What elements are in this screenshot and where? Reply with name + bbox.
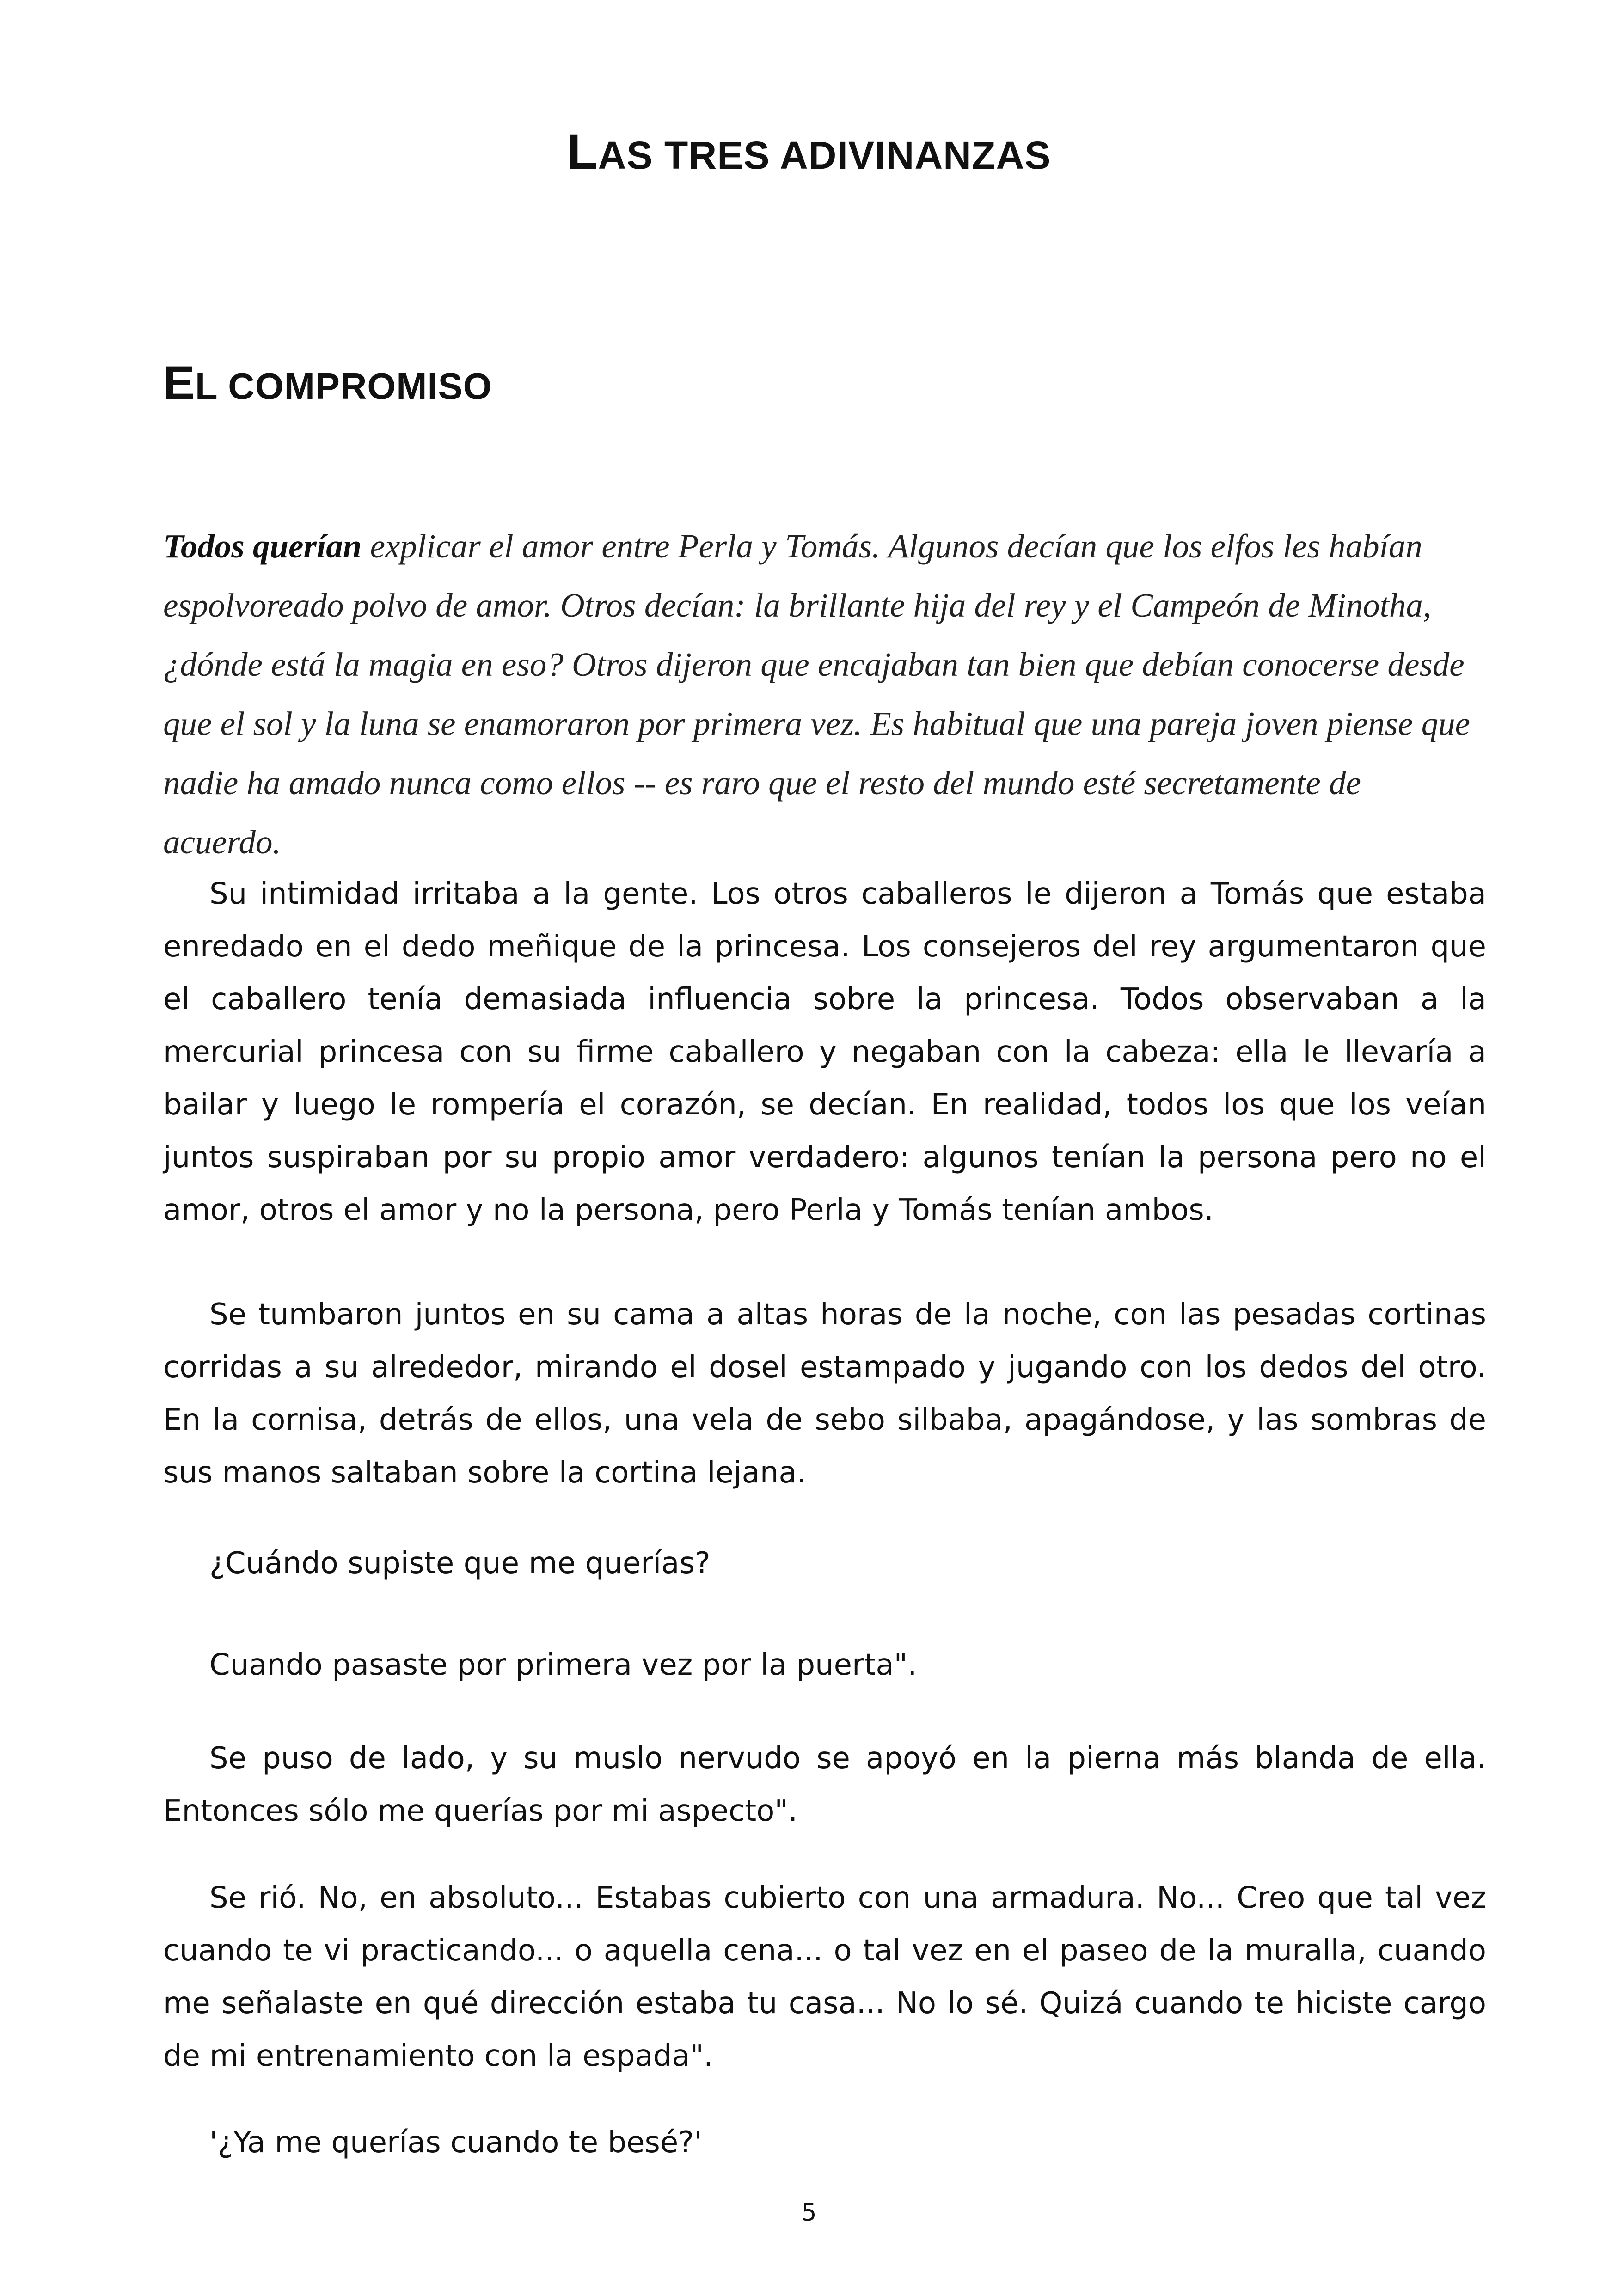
intro-text: explicar el amor entre Perla y Tomás. Algunos decían que los elfos les habían espolvoreado polvo de amor. Otros decían: la brillante hija del rey y el Campeón de Minotha, ¿dónde está la magia en eso? Otros dijeron que encajaban tan bien que debían conocerse desde que el sol y la luna se enamoraron por primera vez. Es habitual que una pareja joven piense que nadie ha amado nunca como ellos -- es raro que el resto del mundo esté secretamente de acuerdo. xyxy=(163,527,1470,861)
chapter-title xyxy=(163,356,492,410)
book-title-rest: AS TRES ADIVINANZAS xyxy=(598,134,1051,177)
body-paragraph: Se tumbaron juntos en su cama a altas horas de la noche, con las pesadas cortinas corridas a su alrededor, mirando el dosel estampado y jugando con los dedos del otro. En la cornisa, detrás de ellos, una vela de sebo silbaba, apagándose, y las sombras de sus manos saltaban sobre la cortina lejana. xyxy=(163,1298,1486,1490)
chapter-title-rest: L COMPROMISO xyxy=(195,366,492,407)
body-paragraph: Se puso de lado, y su muslo nervudo se apoyó en la pierna más blanda de ella. Entonces sólo me querías por mi aspecto". xyxy=(163,1741,1486,1828)
page-number: 5 xyxy=(801,2199,817,2227)
body-paragraph: '¿Ya me querías cuando te besé?' xyxy=(209,2125,702,2160)
intro-paragraph xyxy=(163,517,1486,872)
intro-lead: Todos querían xyxy=(163,527,362,565)
body-paragraph: ¿Cuándo supiste que me querías? xyxy=(209,1546,711,1580)
body-paragraph: Su intimidad irritaba a la gente. Los otros caballeros le dijeron a Tomás que estaba enredado en el dedo meñique de la princesa. Los consejeros del rey argumentaron que el caballero tenía demasiada influencia sobre la princesa. Todos observaban a la mercurial princesa con su firme caballero y negaban con la cabeza: ella le llevaría a bailar y luego le rompería el corazón, se decían. En realidad, todos los que los veían juntos suspiraban por su propio amor verdadero: algunos tenían la persona pero no el amor, otros el amor y no la persona, pero Perla y Tomás tenían ambos. xyxy=(163,877,1486,1227)
body-paragraph: Se rió. No, en absoluto... Estabas cubierto con una armadura. No... Creo que tal vez cuando te vi practicando... o aquella cena... o tal vez en el paseo de la muralla, cuando me señalaste en qué dirección estaba tu casa... No lo sé. Quizá cuando te hiciste cargo de mi entrenamiento con la espada". xyxy=(163,1881,1486,2073)
body-paragraph: Cuando pasaste por primera vez por la puerta". xyxy=(209,1648,917,1682)
book-title xyxy=(0,122,1618,180)
chapter-title-initial: E xyxy=(163,356,196,409)
book-title-initial: L xyxy=(567,123,598,179)
